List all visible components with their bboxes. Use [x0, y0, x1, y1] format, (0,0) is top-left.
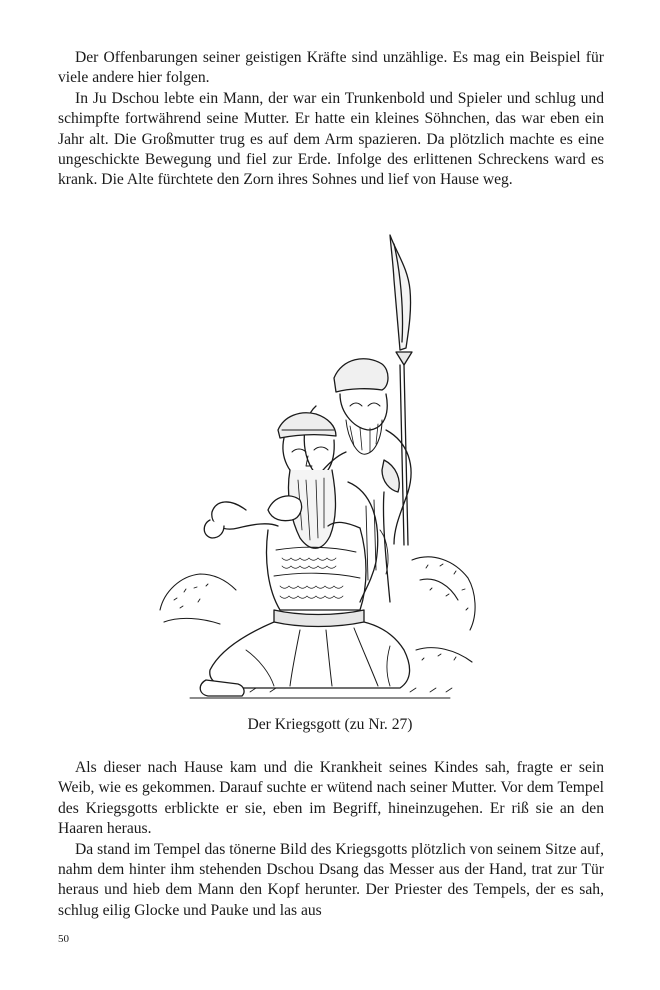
text-block-top	[58, 48, 604, 191]
paragraph: Der Offenbarungen seiner geistigen Kräfte sind unzählige. Es mag ein Beispiel für viele andere hier folgen.	[58, 49, 604, 87]
page-number: 50	[58, 933, 69, 945]
paragraph: Da stand im Tempel das tönerne Bild des Kriegsgotts plötzlich von seinem Sitze auf, nahm dem hinter ihm stehenden Dschou Dsang das Messer aus der Hand, trat zur Tür heraus und hieb dem Mann den Kopf herunter. Der Priester des Tempels, der es sah, schlug eilig Glocke und Pauke und las aus	[58, 840, 604, 919]
illustration-war-god	[150, 230, 480, 700]
paragraph: In Ju Dschou lebte ein Mann, der war ein Trunkenbold und Spieler und schlug und schimpfte fortwährend seine Mutter. Er hatte ein kleines Söhnchen, das war eben ein Jahr alt. Die Großmutter trug es auf dem Arm spazieren. Da plötzlich machte es eine ungeschickte Bewegung und fiel zur Erde. Infolge des erlittenen Schreckens ward es krank. Die Alte fürchtete den Zorn ihres Sohnes und lief von Hause weg.	[58, 89, 604, 189]
war-god-figure	[190, 413, 452, 698]
glaive-weapon	[390, 235, 412, 545]
text-block-bottom	[58, 758, 604, 921]
paragraph: Als dieser nach Hause kam und die Krankheit seines Kindes sah, fragte er sein Weib, wie es gekommen. Darauf suchte er wütend nach seiner Mutter. Vor dem Tempel des Kriegsgotts erblickte er sie, eben im Begriff, hineinzugehen. Er riß sie an den Haaren heraus.	[58, 759, 604, 838]
figure-caption: Der Kriegsgott (zu Nr. 27)	[247, 716, 413, 733]
